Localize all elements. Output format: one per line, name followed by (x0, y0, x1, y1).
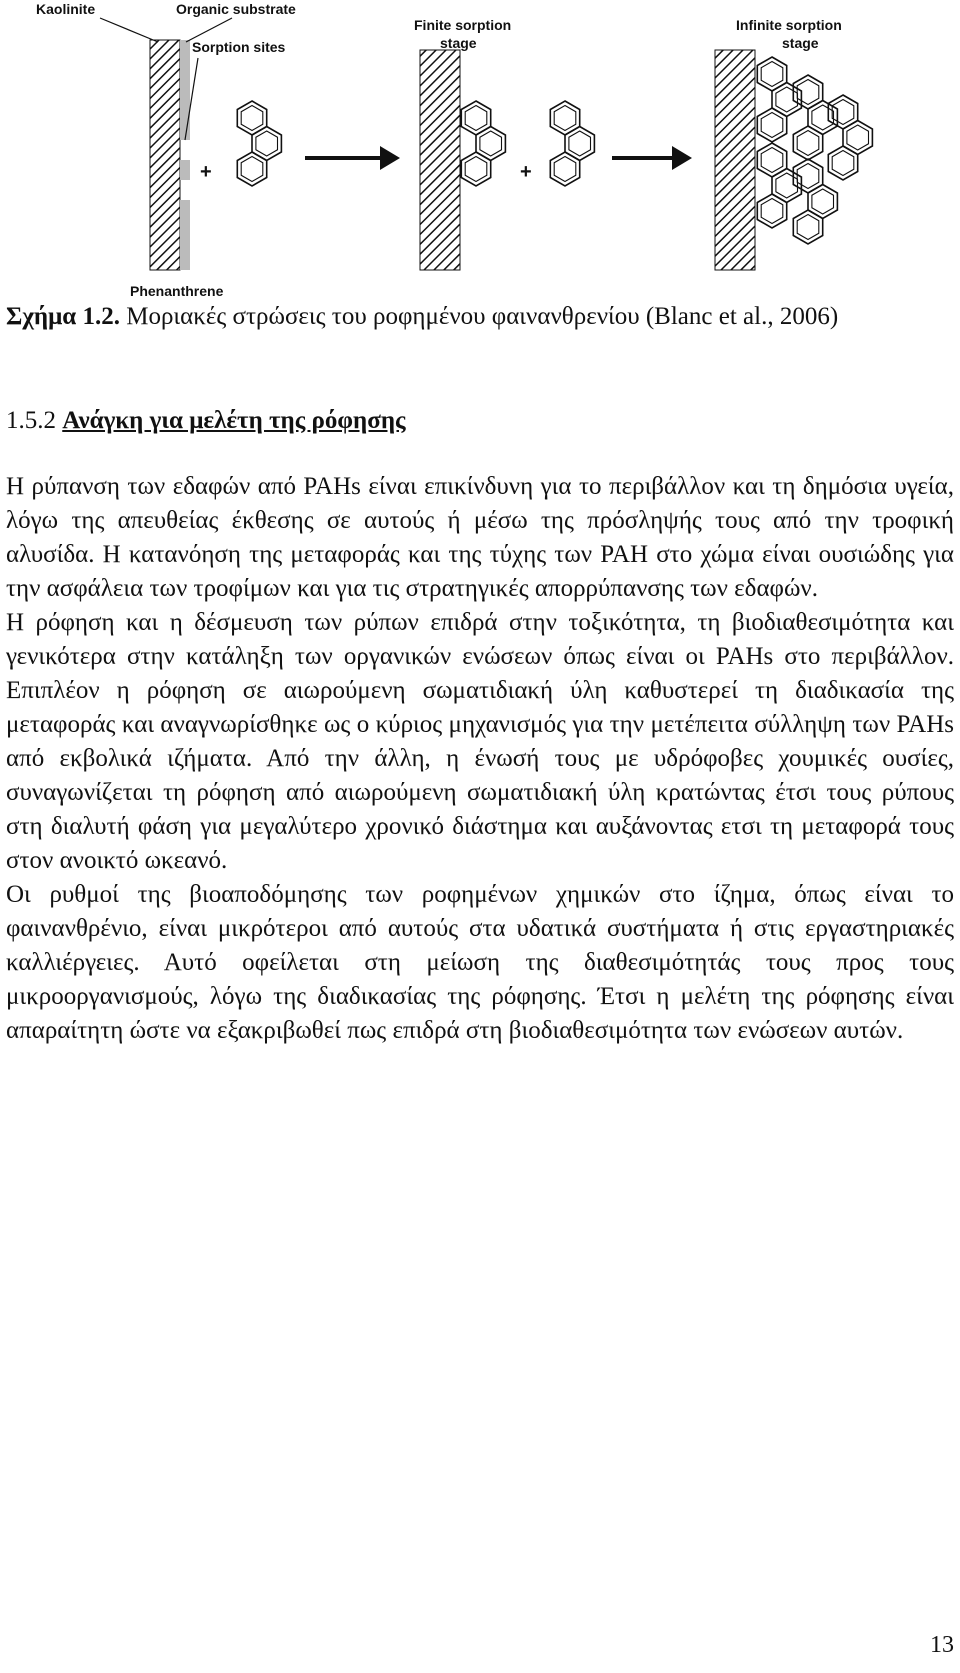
paragraph-1: Η ρύπανση των εδαφών από PAHs είναι επικίνδυνη για το περιβάλλον και τη δημόσια υγεία, λόγω της απευθείας έκθεσης σε αυτούς ή μέσω της πρόσληψής τους από την τροφική αλυσίδα. Η κατανόηση της μεταφοράς και της τύχης των PAH στο χώμα είναι ουσιώδης για την ασφάλεια των τροφίμων και για τις στρατηγικές απορρύπανσης των εδαφών. (6, 473, 954, 602)
phenanthrene-molecule-icon-2 (550, 101, 594, 186)
sorption-figure (0, 0, 960, 300)
section-number: 1.5.2 (6, 407, 63, 434)
arrow-right-icon-2 (672, 146, 692, 170)
phenanthrene-molecule-icon (237, 101, 281, 186)
plus-sign-2: + (520, 161, 532, 183)
section-heading (6, 404, 406, 438)
label-infinite-stage: stage (782, 35, 819, 51)
label-organic-substrate: Organic substrate (176, 1, 296, 17)
figure-caption (6, 298, 946, 336)
label-kaolinite: Kaolinite (36, 1, 96, 17)
adsorbed-phenanthrene-icon (461, 101, 505, 186)
finite-stage-surface (420, 50, 460, 270)
label-finite-sorption: Finite sorption (414, 17, 512, 33)
section-title: Ανάγκη για μελέτη της ρόφησης (62, 407, 406, 434)
label-finite-stage: stage (440, 35, 477, 51)
kaolinite-surface (150, 40, 180, 270)
organic-substrate-layer (180, 40, 190, 140)
infinite-stage-surface (715, 50, 755, 270)
label-sorption-sites: Sorption sites (192, 39, 286, 55)
page-number: 13 (930, 1632, 954, 1658)
plus-sign-1: + (200, 161, 212, 183)
caption-label: Σχήμα 1.2. (6, 303, 120, 330)
paragraph-3: Οι ρυθμοί της βιοαποδόμησης των ροφημένων χημικών στο ίζημα, όπως είναι το φαινανθρένιο, είναι μικρότεροι από αυτούς στα υδατικά συστήματα ή στις εργαστηριακές καλλιέργειες. Αυτό οφείλεται στη μείωση της διαθεσιμότητάς τους προς τους μικροοργανισμούς, λόγω της διαδικασίας της ρόφησης. Έτσι η μελέτη της ρόφησης είναι απαραίτητη ώστε να εξακριβωθεί πως επιδρά στη βιοδιαθεσιμότητα των ενώσεων αυτών. (6, 881, 954, 1044)
stacked-phenanthrene-icon (757, 57, 872, 244)
paragraph-2: Η ρόφηση και η δέσμευση των ρύπων επιδρά στην τοξικότητα, τη βιοδιαθεσιμότητα και γενικότερα στην κατάληξη των οργανικών ενώσεων όπως είναι οι PAHs στο περιβάλλον. Επιπλέον η ρόφηση σε αιωρούμενη σωματιδιακή ύλη καθυστερεί τη διαδικασία της μεταφοράς και αναγνωρίσθηκε ως ο κύριος μηχανισμός για την μετέπειτα σύλληψη των PAHs από εκβολικά ιζήματα. Από την άλλη, η ένωσή τους με υδρόφοβες χουμικές ουσίες, συναγωνίζεται τη ρόφηση από αιωρούμενη σωματιδιακή ύλη κρατώντας έτσι τους ρύπους στη διαλυτή φάση για μεγαλύτερο χρονικό διάστημα και αυξάνοντας ετσι τη μεταφορά τους στον ανοικτό ωκεανό. (6, 609, 954, 874)
label-phenanthrene: Phenanthrene (130, 283, 224, 299)
caption-text: Μοριακές στρώσεις του ροφημένου φαινανθρενίου (Blanc et al., 2006) (119, 303, 839, 330)
body-text (6, 470, 954, 1048)
label-infinite-sorption: Infinite sorption (736, 17, 842, 33)
arrow-right-icon (380, 146, 400, 170)
